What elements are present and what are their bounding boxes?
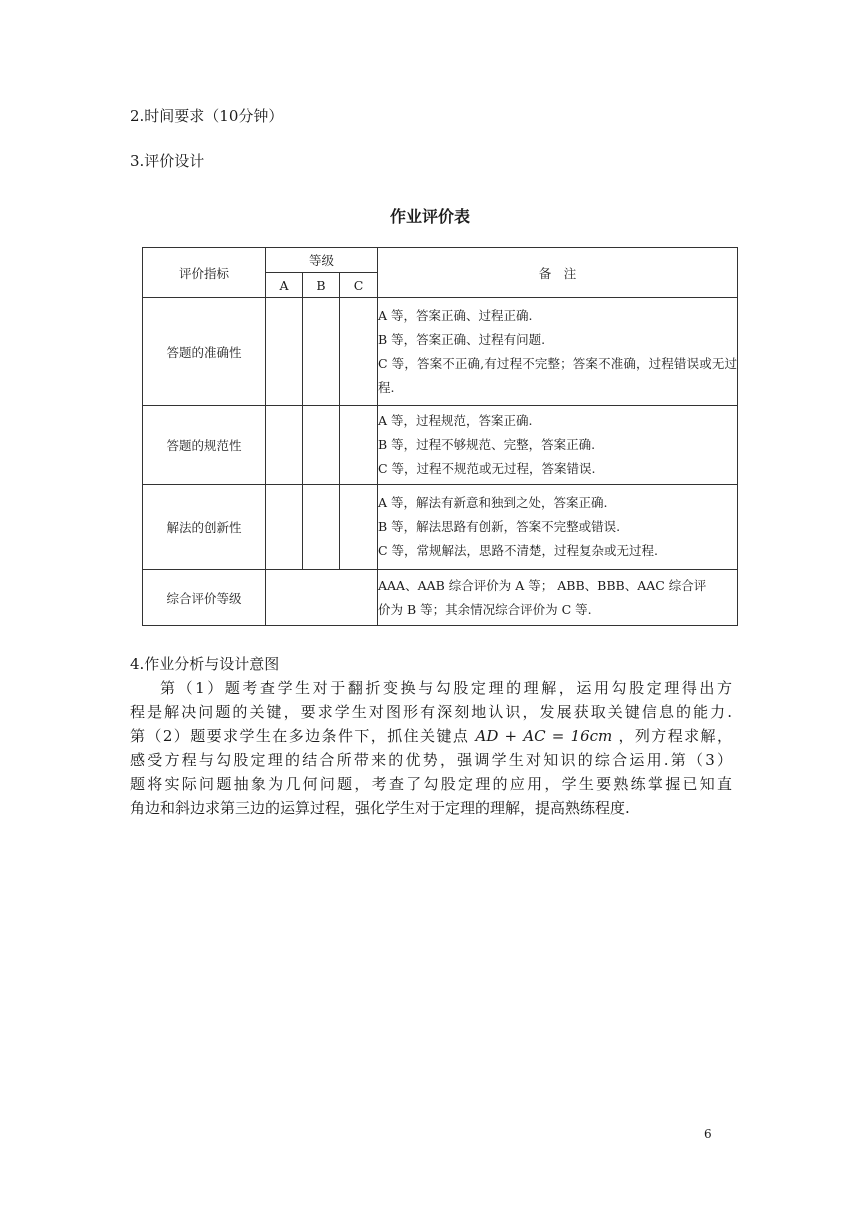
section-analysis-heading: 4.作业分析与设计意图 [130, 655, 280, 673]
table-row [143, 485, 738, 570]
paragraph-line: 角边和斜边求第三边的运算过程，强化学生对于定理的理解，提高熟练程度. [130, 799, 630, 817]
line-text: ，列方程求解， [618, 727, 732, 745]
note-line: C 等，常规解法，思路不清楚，过程复杂或无过程. [378, 543, 659, 558]
note-line: B 等，过程不够规范、完整，答案正确. [378, 437, 596, 452]
grade-cell-c [340, 485, 378, 570]
grade-cell-c [340, 406, 378, 485]
line-text: 第（2）题要求学生在多边条件下，抓住关键点 [130, 727, 470, 745]
note-line: A 等，答案正确、过程正确. [378, 307, 533, 323]
row-notes [378, 485, 738, 570]
grade-cell-b [303, 406, 340, 485]
note-line: A 等，解法有新意和独到之处，答案正确. [378, 495, 608, 510]
note-line: AAA、AAB 综合评价为 A 等； ABB、BBB、AAC 综合评 [378, 577, 707, 593]
note-line: C 等，过程不规范或无过程，答案错误. [378, 461, 596, 476]
evaluation-table [142, 247, 738, 626]
note-line: C 等，答案不正确,有过程不完整；答案不准确，过程错误或无过程. [378, 355, 737, 395]
row-notes [378, 406, 738, 485]
row-indicator: 答题的准确性 [143, 298, 266, 406]
header-grade-a: A [266, 273, 303, 298]
grade-cell-a [266, 406, 303, 485]
table-title: 作业评价表 [389, 207, 470, 226]
section-time-requirement: 2.时间要求（10分钟） [130, 107, 284, 125]
row-indicator: 解法的创新性 [143, 485, 266, 570]
summary-indicator: 综合评价等级 [143, 570, 266, 626]
row-notes [378, 298, 738, 406]
header-indicator: 评价指标 [143, 248, 266, 298]
analysis-paragraph [130, 676, 732, 820]
table-row [143, 406, 738, 485]
page-number: 6 [704, 1127, 712, 1141]
paragraph-line: 题将实际问题抽象为几何问题，考查了勾股定理的应用，学生要熟练掌握已知直 [130, 775, 732, 793]
header-grade-b: B [303, 273, 340, 298]
grade-cell-a [266, 485, 303, 570]
note-line: B 等，答案正确、过程有问题. [378, 331, 546, 347]
note-line: B 等，解法思路有创新，答案不完整或错误. [378, 519, 621, 534]
header-remarks: 备 注 [378, 248, 738, 298]
paragraph-line: 感受方程与勾股定理的结合所带来的优势，强调学生对知识的综合运用.第（3） [130, 751, 732, 769]
grade-cell-c [340, 298, 378, 406]
grade-cell-b [303, 298, 340, 406]
summary-grade-cell [266, 570, 378, 626]
row-indicator: 答题的规范性 [143, 406, 266, 485]
paragraph-line [130, 724, 732, 748]
paragraph-line: 第（1）题考查学生对于翻折变换与勾股定理的理解，运用勾股定理得出方 [160, 679, 732, 697]
section-evaluation-design: 3.评价设计 [130, 152, 205, 170]
math-expression: AD + AC = 16cm [475, 727, 613, 745]
table-row [143, 298, 738, 406]
summary-notes [378, 570, 738, 626]
grade-cell-a [266, 298, 303, 406]
note-line: A 等，过程规范，答案正确. [378, 413, 533, 428]
paragraph-line: 程是解决问题的关键，要求学生对图形有深刻地认识，发展获取关键信息的能力. [130, 703, 732, 721]
header-grade: 等级 [266, 248, 378, 273]
note-line: 价为 B 等；其余情况综合评价为 C 等. [378, 601, 592, 617]
header-grade-c: C [340, 273, 378, 298]
table-row-summary [143, 570, 738, 626]
grade-cell-b [303, 485, 340, 570]
